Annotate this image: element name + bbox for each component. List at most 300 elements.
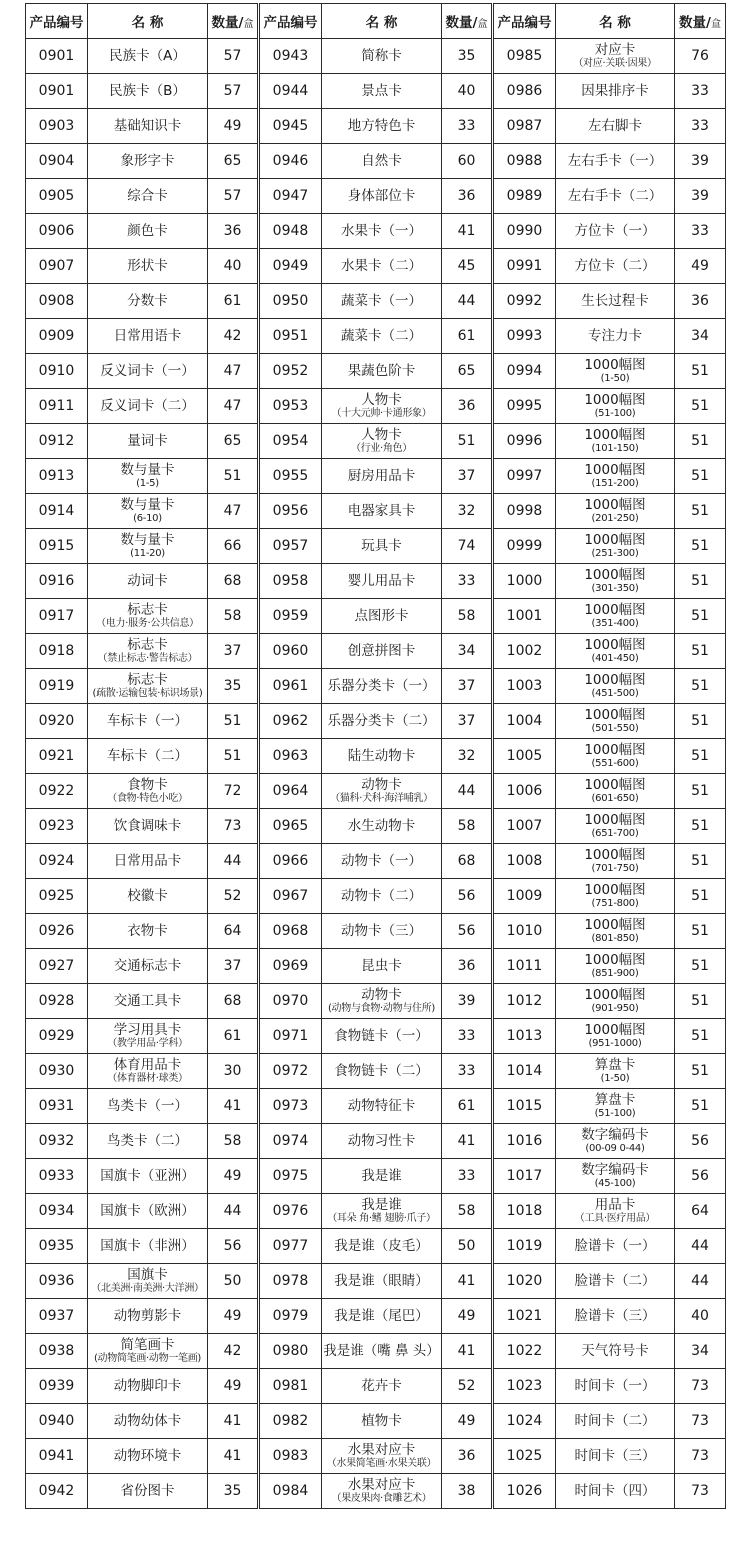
product-quantity: 51 — [208, 739, 259, 774]
product-name-cell — [88, 564, 208, 599]
product-quantity: 52 — [442, 1369, 493, 1404]
table-row — [26, 1474, 726, 1509]
product-code: 0950 — [259, 284, 322, 319]
header-qty-label: 数量/ — [211, 15, 244, 31]
product-name: 简称卡 — [361, 47, 402, 64]
product-name-cell — [322, 564, 442, 599]
product-code: 0910 — [26, 354, 88, 389]
product-quantity: 65 — [442, 354, 493, 389]
product-quantity: 50 — [442, 1229, 493, 1264]
product-quantity: 51 — [675, 844, 726, 879]
product-name: 省份图卡 — [120, 1482, 175, 1499]
product-name-cell — [322, 949, 442, 984]
product-quantity: 51 — [675, 634, 726, 669]
product-name: 因果排序卡 — [581, 82, 649, 99]
product-code: 0942 — [26, 1474, 88, 1509]
product-name: 我是谁（嘴 鼻 头） — [323, 1342, 440, 1359]
product-code: 0962 — [259, 704, 322, 739]
product-name: 动物卡 — [361, 986, 402, 1003]
product-subtitle: （猫科·犬科·海洋哺乳） — [330, 792, 433, 804]
product-subtitle: (动物简笔画·动物一笔画) — [93, 1352, 202, 1364]
product-name-cell — [88, 529, 208, 564]
product-code: 0997 — [493, 459, 556, 494]
product-code: 0915 — [26, 529, 88, 564]
product-code: 0996 — [493, 424, 556, 459]
product-name-cell — [88, 914, 208, 949]
header-code: 产品编号 — [259, 4, 322, 39]
product-code: 0985 — [493, 39, 556, 74]
product-name: 脸谱卡（三） — [574, 1307, 656, 1324]
product-subtitle: (51-100) — [594, 1107, 636, 1119]
product-subtitle: (00-09 0-44) — [585, 1142, 645, 1154]
product-quantity: 65 — [208, 144, 259, 179]
product-name-cell — [556, 529, 675, 564]
product-name: 数与量卡 — [120, 496, 175, 513]
product-quantity: 56 — [675, 1159, 726, 1194]
product-code: 0995 — [493, 389, 556, 424]
product-subtitle: （行业·角色） — [350, 442, 413, 454]
product-name-cell — [88, 214, 208, 249]
product-name-cell — [322, 529, 442, 564]
product-name-cell — [88, 389, 208, 424]
product-quantity: 51 — [208, 459, 259, 494]
product-name: 生长过程卡 — [581, 292, 649, 309]
table-row — [26, 1369, 726, 1404]
product-name-cell — [556, 1474, 675, 1509]
product-code: 0927 — [26, 949, 88, 984]
product-subtitle: (1-50) — [600, 1072, 630, 1084]
product-name-cell — [556, 389, 675, 424]
product-code: 0999 — [493, 529, 556, 564]
product-code: 1008 — [493, 844, 556, 879]
product-name: 昆虫卡 — [361, 957, 402, 974]
product-name: 车标卡（二） — [107, 747, 188, 764]
product-name-cell — [88, 144, 208, 179]
product-subtitle: (801-850) — [591, 932, 639, 944]
product-quantity: 58 — [208, 599, 259, 634]
product-quantity: 56 — [675, 1124, 726, 1159]
product-quantity: 40 — [675, 1299, 726, 1334]
table-row — [26, 809, 726, 844]
product-code: 0954 — [259, 424, 322, 459]
product-code: 0912 — [26, 424, 88, 459]
product-quantity: 51 — [675, 1089, 726, 1124]
product-name-cell — [88, 1299, 208, 1334]
product-name: 花卉卡 — [361, 1377, 402, 1394]
product-name-cell — [322, 1474, 442, 1509]
product-code: 1002 — [493, 634, 556, 669]
table-row — [26, 1299, 726, 1334]
product-code: 1020 — [493, 1264, 556, 1299]
product-name-cell — [322, 844, 442, 879]
product-name-cell — [322, 494, 442, 529]
product-code: 0945 — [259, 109, 322, 144]
table-row — [26, 179, 726, 214]
product-code: 0937 — [26, 1299, 88, 1334]
table-row — [26, 1054, 726, 1089]
product-quantity: 36 — [208, 214, 259, 249]
product-code: 0983 — [259, 1439, 322, 1474]
product-name: 日常用品卡 — [113, 852, 182, 869]
product-quantity: 37 — [442, 669, 493, 704]
table-row — [26, 1019, 726, 1054]
product-code: 0914 — [26, 494, 88, 529]
product-name: 1000幅图 — [584, 461, 646, 478]
product-code: 0922 — [26, 774, 88, 809]
product-name: 食物卡 — [127, 776, 168, 793]
product-code: 0958 — [259, 564, 322, 599]
product-code: 0943 — [259, 39, 322, 74]
table-row — [26, 424, 726, 459]
product-code: 0998 — [493, 494, 556, 529]
product-name-cell — [88, 459, 208, 494]
header-name: 名 称 — [322, 4, 442, 39]
product-name-cell — [556, 599, 675, 634]
product-name: 民族卡（A） — [109, 47, 186, 64]
product-name-cell — [88, 1089, 208, 1124]
table-row — [26, 704, 726, 739]
product-name-cell — [556, 1229, 675, 1264]
product-quantity: 51 — [675, 564, 726, 599]
product-name-cell — [88, 774, 208, 809]
product-name-cell — [88, 1229, 208, 1264]
product-code: 1009 — [493, 879, 556, 914]
product-subtitle: （耳朵 角·鳍 翅膀·爪子） — [327, 1212, 436, 1224]
product-name: 1000幅图 — [584, 776, 646, 793]
product-name: 算盘卡 — [594, 1091, 636, 1108]
product-name: 国旗卡（非洲） — [100, 1237, 195, 1254]
product-name-cell — [556, 249, 675, 284]
product-subtitle: （对应·关联·因果） — [573, 57, 657, 69]
product-name: 用品卡 — [594, 1196, 636, 1213]
product-quantity: 41 — [208, 1089, 259, 1124]
product-name-cell — [556, 914, 675, 949]
product-name-cell — [88, 599, 208, 634]
product-code: 0905 — [26, 179, 88, 214]
product-code: 0990 — [493, 214, 556, 249]
product-quantity: 41 — [208, 1439, 259, 1474]
product-subtitle: (151-200) — [591, 477, 639, 489]
product-name-cell — [322, 704, 442, 739]
product-name-cell — [88, 949, 208, 984]
product-name-cell — [88, 249, 208, 284]
product-name-cell — [88, 1404, 208, 1439]
table-row — [26, 1404, 726, 1439]
product-quantity: 64 — [675, 1194, 726, 1229]
product-list-sheet — [25, 3, 725, 1509]
product-name: 体育用品卡 — [113, 1056, 182, 1073]
product-name: 标志卡 — [127, 601, 168, 618]
product-code: 0920 — [26, 704, 88, 739]
product-quantity: 51 — [675, 599, 726, 634]
product-name-cell — [88, 739, 208, 774]
table-row — [26, 354, 726, 389]
product-quantity: 33 — [442, 564, 493, 599]
product-quantity: 74 — [442, 529, 493, 564]
product-quantity: 42 — [208, 1334, 259, 1369]
product-name-cell — [322, 249, 442, 284]
product-name: 1000幅图 — [584, 951, 646, 968]
product-quantity: 51 — [675, 669, 726, 704]
header-name: 名 称 — [556, 4, 675, 39]
product-name: 乐器分类卡（二） — [327, 712, 436, 729]
table-row — [26, 74, 726, 109]
product-name-cell — [556, 179, 675, 214]
product-code: 0963 — [259, 739, 322, 774]
product-name-cell — [556, 354, 675, 389]
product-code: 1025 — [493, 1439, 556, 1474]
product-name: 动物幼体卡 — [113, 1412, 182, 1429]
product-code: 0982 — [259, 1404, 322, 1439]
product-code: 1016 — [493, 1124, 556, 1159]
product-quantity: 37 — [208, 634, 259, 669]
table-row — [26, 1439, 726, 1474]
product-quantity: 50 — [208, 1264, 259, 1299]
product-name-cell — [556, 1299, 675, 1334]
product-quantity: 49 — [208, 1299, 259, 1334]
product-name-cell — [322, 984, 442, 1019]
product-code: 0946 — [259, 144, 322, 179]
product-quantity: 51 — [675, 984, 726, 1019]
product-name: 形状卡 — [127, 257, 168, 274]
product-code: 0939 — [26, 1369, 88, 1404]
table-row — [26, 39, 726, 74]
product-code: 0959 — [259, 599, 322, 634]
product-subtitle: (1-5) — [136, 477, 159, 489]
product-quantity: 61 — [442, 1089, 493, 1124]
product-name: 交通标志卡 — [113, 957, 182, 974]
product-code: 0972 — [259, 1054, 322, 1089]
product-quantity: 68 — [208, 564, 259, 599]
product-quantity: 51 — [675, 809, 726, 844]
header-qty-label: 数量/ — [445, 15, 478, 31]
product-subtitle: （十大元帅·卡通形象） — [331, 407, 432, 419]
product-name-cell — [322, 669, 442, 704]
product-name: 左右手卡（二） — [567, 187, 663, 204]
product-code: 1018 — [493, 1194, 556, 1229]
product-name-cell — [88, 1194, 208, 1229]
product-quantity: 56 — [442, 914, 493, 949]
product-name-cell — [322, 774, 442, 809]
product-subtitle: (251-300) — [591, 547, 639, 559]
product-quantity: 73 — [208, 809, 259, 844]
product-code: 0957 — [259, 529, 322, 564]
product-quantity: 51 — [675, 1019, 726, 1054]
product-name: 1000幅图 — [584, 881, 646, 898]
product-quantity: 68 — [442, 844, 493, 879]
product-name-cell — [88, 109, 208, 144]
table-row — [26, 1264, 726, 1299]
product-name-cell — [322, 74, 442, 109]
product-code: 0993 — [493, 319, 556, 354]
product-code: 0964 — [259, 774, 322, 809]
header-qty-label: 数量/ — [679, 15, 711, 31]
product-code: 0904 — [26, 144, 88, 179]
product-name: 1000幅图 — [584, 356, 646, 373]
product-code: 0969 — [259, 949, 322, 984]
product-code: 0911 — [26, 389, 88, 424]
product-name-cell — [556, 634, 675, 669]
product-code: 0951 — [259, 319, 322, 354]
product-quantity: 56 — [442, 879, 493, 914]
product-name: 时间卡（四） — [574, 1482, 656, 1499]
product-name: 交通工具卡 — [113, 992, 182, 1009]
product-name: 专注力卡 — [588, 327, 642, 344]
product-name-cell — [556, 1369, 675, 1404]
product-name: 对应卡 — [594, 41, 636, 58]
product-name: 量词卡 — [127, 432, 168, 449]
product-name-cell — [322, 879, 442, 914]
product-name: 创意拼图卡 — [347, 642, 416, 659]
product-name-cell — [322, 389, 442, 424]
product-name-cell — [556, 564, 675, 599]
product-quantity: 73 — [675, 1369, 726, 1404]
product-subtitle: （水果简笔画·水果关联） — [326, 1457, 437, 1469]
product-name-cell — [556, 809, 675, 844]
product-quantity: 49 — [208, 1159, 259, 1194]
product-name-cell — [88, 39, 208, 74]
product-name: 陆生动物卡 — [347, 747, 416, 764]
product-name-cell — [322, 1229, 442, 1264]
product-code: 1007 — [493, 809, 556, 844]
product-quantity: 33 — [442, 1159, 493, 1194]
header-qty — [675, 4, 726, 39]
product-name-cell — [88, 1369, 208, 1404]
product-code: 1014 — [493, 1054, 556, 1089]
product-subtitle: (501-550) — [591, 722, 639, 734]
product-code: 0949 — [259, 249, 322, 284]
product-quantity: 51 — [675, 424, 726, 459]
product-name: 人物卡 — [361, 391, 402, 408]
product-name: 婴儿用品卡 — [347, 572, 416, 589]
product-name: 标志卡 — [127, 636, 168, 653]
product-subtitle: (101-150) — [591, 442, 639, 454]
table-row — [26, 1124, 726, 1159]
product-code: 0955 — [259, 459, 322, 494]
product-name: 动物习性卡 — [347, 1132, 416, 1149]
product-name-cell — [322, 1404, 442, 1439]
table-row — [26, 669, 726, 704]
product-quantity: 61 — [208, 1019, 259, 1054]
product-quantity: 65 — [208, 424, 259, 459]
product-code: 0931 — [26, 1089, 88, 1124]
product-name: 水生动物卡 — [347, 817, 416, 834]
product-name-cell — [88, 1124, 208, 1159]
product-quantity: 41 — [442, 1264, 493, 1299]
product-name: 颜色卡 — [127, 222, 168, 239]
product-quantity: 33 — [442, 1019, 493, 1054]
table-row — [26, 739, 726, 774]
product-name: 时间卡（一） — [574, 1377, 656, 1394]
product-code: 0909 — [26, 319, 88, 354]
product-name: 1000幅图 — [584, 531, 646, 548]
product-code: 0961 — [259, 669, 322, 704]
product-name: 1000幅图 — [584, 846, 646, 863]
table-row — [26, 564, 726, 599]
product-name-cell — [88, 984, 208, 1019]
product-quantity: 58 — [442, 599, 493, 634]
header-code: 产品编号 — [26, 4, 88, 39]
product-subtitle: (601-650) — [591, 792, 639, 804]
product-name: 我是谁（皮毛） — [334, 1237, 429, 1254]
product-name: 1000幅图 — [584, 986, 646, 1003]
product-quantity: 57 — [208, 74, 259, 109]
product-subtitle: （教学用品·学科） — [107, 1037, 188, 1049]
product-name: 景点卡 — [361, 82, 402, 99]
product-name: 时间卡（二） — [574, 1412, 656, 1429]
table-row — [26, 529, 726, 564]
product-name-cell — [556, 739, 675, 774]
product-name-cell — [322, 109, 442, 144]
product-name-cell — [322, 144, 442, 179]
product-name: 乐器分类卡（一） — [327, 677, 436, 694]
product-quantity: 51 — [442, 424, 493, 459]
product-quantity: 40 — [208, 249, 259, 284]
product-name-cell — [322, 354, 442, 389]
product-name: 方位卡（一） — [574, 222, 656, 239]
product-code: 0994 — [493, 354, 556, 389]
product-name-cell — [88, 424, 208, 459]
product-code: 0932 — [26, 1124, 88, 1159]
product-name: 食物链卡（二） — [334, 1062, 429, 1079]
product-name: 我是谁 — [361, 1167, 402, 1184]
product-name-cell — [556, 984, 675, 1019]
product-rows — [26, 39, 726, 1509]
product-name: 1000幅图 — [584, 426, 646, 443]
product-quantity: 34 — [442, 634, 493, 669]
product-quantity: 36 — [675, 284, 726, 319]
table-row — [26, 249, 726, 284]
product-code: 0940 — [26, 1404, 88, 1439]
product-name: 动物脚印卡 — [113, 1377, 182, 1394]
product-name-cell — [556, 1194, 675, 1229]
product-quantity: 72 — [208, 774, 259, 809]
product-name-cell — [322, 39, 442, 74]
product-code: 0988 — [493, 144, 556, 179]
product-code: 0901 — [26, 39, 88, 74]
product-quantity: 44 — [675, 1229, 726, 1264]
product-quantity: 52 — [208, 879, 259, 914]
product-subtitle: （食物·特色小吃） — [107, 792, 188, 804]
product-code: 0987 — [493, 109, 556, 144]
product-name: 算盘卡 — [594, 1056, 636, 1073]
product-name: 综合卡 — [127, 187, 168, 204]
product-quantity: 51 — [675, 494, 726, 529]
product-name: 水果对应卡 — [347, 1441, 416, 1458]
product-quantity: 49 — [675, 249, 726, 284]
product-code: 0941 — [26, 1439, 88, 1474]
product-name-cell — [322, 214, 442, 249]
header-qty — [208, 4, 259, 39]
product-subtitle: (901-950) — [591, 1002, 639, 1014]
product-code: 1021 — [493, 1299, 556, 1334]
product-name-cell — [322, 1089, 442, 1124]
product-name: 车标卡（一） — [107, 712, 188, 729]
product-quantity: 49 — [208, 1369, 259, 1404]
product-code: 0977 — [259, 1229, 322, 1264]
product-name-cell — [88, 809, 208, 844]
product-name: 厨房用品卡 — [347, 467, 416, 484]
product-quantity: 51 — [675, 354, 726, 389]
product-quantity: 51 — [675, 1054, 726, 1089]
product-quantity: 51 — [675, 914, 726, 949]
product-quantity: 34 — [675, 1334, 726, 1369]
product-quantity: 32 — [442, 739, 493, 774]
product-code: 0934 — [26, 1194, 88, 1229]
product-subtitle: (351-400) — [591, 617, 639, 629]
product-code: 0901 — [26, 74, 88, 109]
product-code: 0921 — [26, 739, 88, 774]
